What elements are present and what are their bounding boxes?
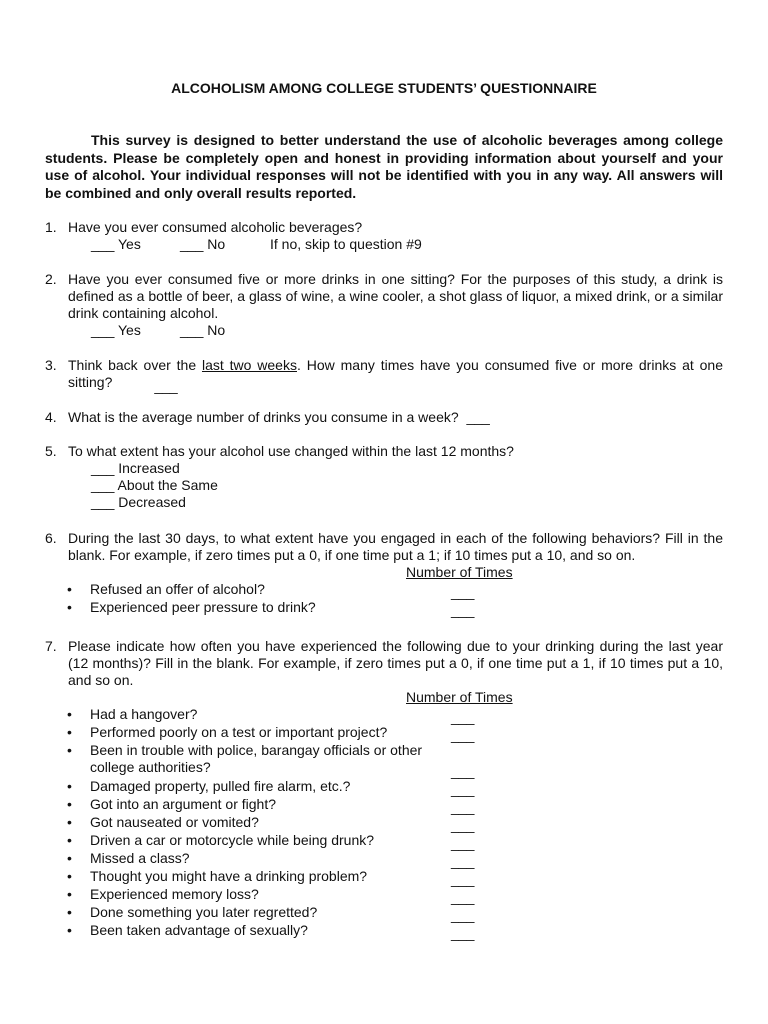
question-text: Have you ever consumed alcoholic beverages? [68,219,363,235]
item-label: Been in trouble with police, barangay officials or other college authorities? [90,742,423,775]
question-4 [45,409,723,426]
question-number: 4. [45,409,57,425]
question-5 [45,443,723,511]
list-item [45,886,723,904]
question-7 [45,638,723,940]
intro-text: This survey is designed to better understand the use of alcoholic beverages among college students. Please be completely open and honest in providing information about yourself and your use of alcohol. Your individual responses will not be identified with you in any way. All answers will be combined and only overall results reported. [45,132,723,201]
list-item [45,904,723,922]
item-label: Been taken advantage of sexually? [90,922,308,938]
item-label: Got nauseated or vomited? [90,814,259,830]
list-item [45,796,723,814]
answer-blank[interactable]: ___ [451,853,475,869]
item-label: Done something you later regretted? [90,904,318,920]
question-number: 2. [45,271,57,287]
list-item [45,832,723,850]
column-header [45,564,723,581]
answer-yes[interactable]: ___ Yes [91,236,141,252]
answer-blank[interactable]: ___ [451,799,475,815]
consequence-list [45,706,723,940]
answer-blank[interactable]: ___ [451,763,475,779]
list-item [45,599,723,617]
item-label: Refused an offer of alcohol? [90,581,265,597]
question-text: Have you ever consumed five or more drinks in one sitting? For the purposes of this study, a drink is defined as a bottle of beer, a glass of wine, a wine cooler, a shot glass of liquor, a mixed drink, or a similar drink containing alcohol. [68,271,723,321]
question-text-part: Think back over the [68,357,202,373]
answer-blank[interactable]: ___ [451,781,475,797]
item-label: Thought you might have a drinking problem? [90,868,368,884]
list-item [45,778,723,796]
answer-blank[interactable]: ___ [154,378,178,394]
question-number: 5. [45,443,57,459]
list-item [45,814,723,832]
answer-blank[interactable]: ___ [451,727,475,743]
question-text [68,409,723,426]
item-label: Experienced memory loss? [90,886,259,902]
skip-instruction: If no, skip to question #9 [270,236,422,252]
list-item [45,850,723,868]
answer-decreased[interactable]: ___ Decreased [91,494,186,510]
answer-options [91,460,723,511]
answer-about-the-same[interactable]: ___ About the Same [91,477,218,493]
answer-no[interactable]: ___ No [180,322,226,338]
item-label: Damaged property, pulled fire alarm, etc.? [90,778,351,794]
answer-blank[interactable]: ___ [451,584,475,600]
bullet: • [67,868,72,884]
item-label: Missed a class? [90,850,190,866]
question-number: 6. [45,530,57,546]
item-label: Got into an argument or fight? [90,796,276,812]
bullet: • [67,904,72,920]
list-item [45,868,723,886]
answer-blank[interactable]: ___ [451,907,475,923]
question-text-part: . How many times have you consumed five or more drinks at one sitting? [68,357,724,390]
answer-options [91,322,723,339]
list-item [45,922,723,940]
emphasis-last-two-weeks: last two weeks [201,357,297,373]
bullet: • [67,886,72,902]
item-label: Experienced peer pressure to drink? [90,599,316,615]
item-label: Had a hangover? [90,706,198,722]
bullet: • [67,778,72,794]
bullet: • [67,832,72,848]
number-of-times-header: Number of Times [406,689,513,705]
question-text: To what extent has your alcohol use changed within the last 12 months? [68,443,514,459]
question-6 [45,530,723,617]
bullet: • [67,581,72,597]
list-item [45,706,723,724]
list-item [45,724,723,742]
answer-blank[interactable]: ___ [451,602,475,618]
item-label: Driven a car or motorcycle while being drunk? [90,832,375,848]
answer-blank[interactable]: ___ [466,409,490,425]
bullet: • [67,706,72,722]
bullet: • [67,796,72,812]
question-2 [45,271,723,339]
bullet: • [67,814,72,830]
intro-paragraph [45,132,723,202]
answer-blank[interactable]: ___ [451,835,475,851]
list-item [45,742,723,778]
answer-options [91,236,723,253]
answer-increased[interactable]: ___ Increased [91,460,180,476]
question-number: 3. [45,357,57,373]
answer-blank[interactable]: ___ [451,925,475,941]
list-item [45,581,723,599]
question-text: During the last 30 days, to what extent have you engaged in each of the following behaviors? Fill in the blank. For example, if zero times put a 0, if one time put a 1; if 10 times put a 10, and so on. [68,530,723,563]
question-text [68,357,724,394]
bullet: • [67,742,72,758]
question-number: 1. [45,219,57,235]
answer-yes[interactable]: ___ Yes [91,322,141,338]
question-3 [45,357,724,394]
question-number: 7. [45,638,57,654]
answer-blank[interactable]: ___ [451,709,475,725]
bullet: • [67,599,72,615]
answer-blank[interactable]: ___ [451,889,475,905]
answer-no[interactable]: ___ No [180,236,226,252]
answer-blank[interactable]: ___ [451,871,475,887]
question-text-part: What is the average number of drinks you consume in a week? [68,409,459,425]
question-1 [45,219,723,253]
behavior-list [45,581,723,617]
answer-blank[interactable]: ___ [451,817,475,833]
item-label: Performed poorly on a test or important project? [90,724,388,740]
bullet: • [67,922,72,938]
bullet: • [67,724,72,740]
bullet: • [67,850,72,866]
number-of-times-header: Number of Times [406,564,513,580]
page-title: ALCOHOLISM AMONG COLLEGE STUDENTS’ QUESTIONNAIRE [171,80,597,96]
column-header [45,689,723,706]
question-text: Please indicate how often you have experienced the following due to your drinking during the last year (12 months)? Fill in the blank. For example, if zero times put a 0, if one time put a 1, if 10 times put a 10, and so on. [68,638,723,688]
